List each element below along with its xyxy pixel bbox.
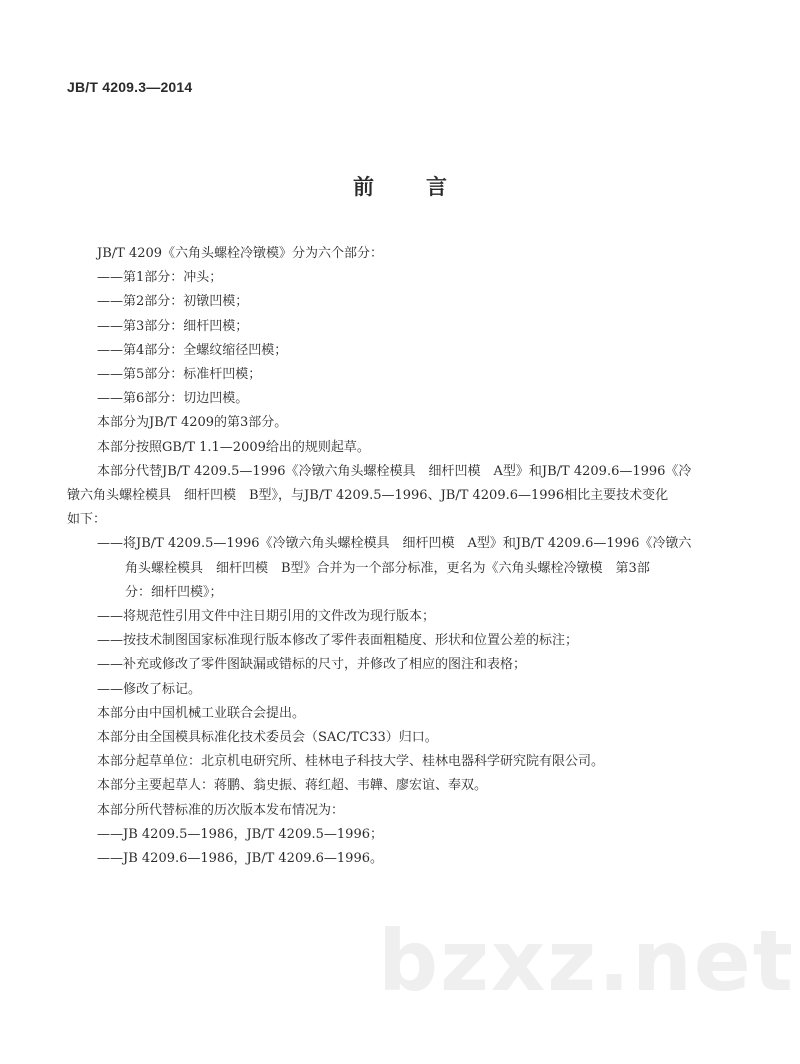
text-line: 分：细杆凹模》； [125, 584, 223, 600]
text-line: ——按技术制图国家标准现行版本修改了零件表面粗糙度、形状和位置公差的标注； [97, 633, 579, 649]
text-line: 本部分所代替标准的历次版本发布情况为： [97, 802, 345, 818]
page-title [0, 171, 800, 201]
text-line: ——第6部分：切边凹模。 [97, 391, 249, 407]
title-char-1: 前 [353, 175, 374, 199]
text-line: 本部分代替JB/T 4209.5—1996《冷镦六角头螺栓模具 细杆凹模 A型》和JB/T 4209.6—1996《冷 [97, 463, 692, 479]
text-line: ——补充或修改了零件图缺漏或错标的尺寸，并修改了相应的图注和表格； [97, 657, 527, 673]
text-line: 本部分起草单位：北京机电研究所、桂林电子科技大学、桂林电器科学研究院有限公司。 [97, 754, 605, 770]
text-line: ——第4部分：全螺纹缩径凹模； [97, 342, 288, 358]
text-line: ——将JB/T 4209.5—1996《冷镦六角头螺栓模具 细杆凹模 A型》和JB/T 4209.6—1996《冷镦六 [97, 536, 692, 552]
text-line: ——JB 4209.6—1986，JB/T 4209.6—1996。 [97, 851, 383, 866]
text-line: 如下： [67, 512, 107, 528]
text-line: ——第2部分：初镦凹模； [97, 294, 249, 310]
text-line: ——第1部分：冲头； [97, 270, 223, 286]
text-line: 本部分由中国机械工业联合会提出。 [97, 705, 306, 721]
text-line: ——将规范性引用文件中注日期引用的文件改为现行版本； [97, 609, 436, 624]
text-line: 本部分为JB/T 4209的第3部分。 [97, 415, 288, 431]
text-line: 本部分由全国模具标准化技术委员会（SAC/TC33）归口。 [97, 730, 438, 745]
text-line: 镦六角头螺栓模具 细杆凹模 B型》，与JB/T 4209.5—1996、JB/T 4209.6—1996相比主要技术变化 [67, 488, 669, 503]
watermark: bzxz.net [378, 912, 795, 1010]
text-line: 角头螺栓模具 细杆凹模 B型》合并为一个部分标准，更名为《六角头螺栓冷镦模 第3部 [125, 560, 650, 576]
text-line: ——第5部分：标准杆凹模； [97, 367, 262, 382]
text-line: 本部分主要起草人：蒋鹏、翁史振、蒋红超、韦韡、廖宏谊、奉双。 [97, 778, 488, 794]
text-line: 本部分按照GB/T 1.1—2009给出的规则起草。 [97, 439, 370, 455]
text-line: ——修改了标记。 [97, 681, 202, 697]
text-line: ——JB 4209.5—1986，JB/T 4209.5—1996； [97, 826, 383, 842]
text-line: JB/T 4209《六角头螺栓冷镦模》分为六个部分： [97, 246, 384, 261]
text-line: ——第3部分：细杆凹模； [97, 318, 249, 334]
document-code: JB/T 4209.3—2014 [67, 79, 193, 95]
title-char-2: 言 [426, 175, 447, 199]
